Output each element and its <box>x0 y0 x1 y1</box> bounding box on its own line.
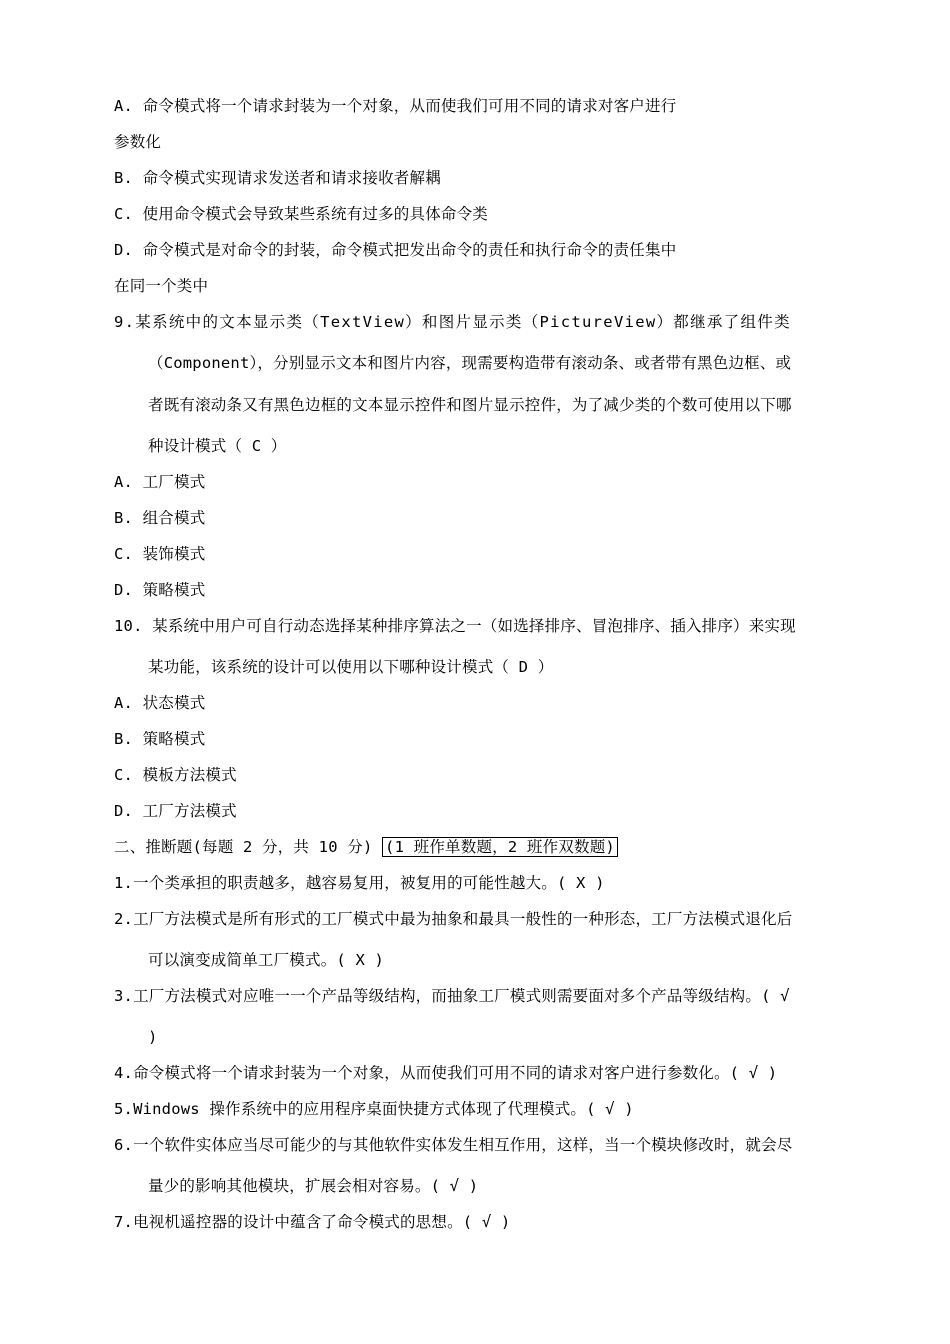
tf-question-2-line2: 可以演变成简单工厂模式。( X ) <box>148 951 385 969</box>
option-d-continuation: 在同一个类中 <box>114 277 209 295</box>
q9-option-a: A. 工厂模式 <box>114 473 206 491</box>
q10-option-b: B. 策略模式 <box>114 730 206 748</box>
question-10: 10. 某系统中用户可自行动态选择某种排序算法之一（如选择排序、冒泡排序、插入排序）来实现 <box>114 617 796 635</box>
option-a-line: A. 命令模式将一个请求封装为一个对象，从而使我们可用不同的请求对客户进行 <box>114 97 677 115</box>
option-a-continuation: 参数化 <box>114 133 162 151</box>
tf-question-7: 7.电视机遥控器的设计中蕴含了命令模式的思想。( √ ) <box>114 1213 511 1231</box>
q10-option-a: A. 状态模式 <box>114 694 206 712</box>
tf-question-6: 6.一个软件实体应当尽可能少的与其他软件实体发生相互作用，这样，当一个模块修改时，就会尽 <box>114 1136 793 1154</box>
option-c-line: C. 使用命令模式会导致某些系统有过多的具体命令类 <box>114 205 488 223</box>
tf-question-4: 4.命令模式将一个请求封装为一个对象，从而使我们可用不同的请求对客户进行参数化。( √ ) <box>114 1064 778 1082</box>
q9-option-b: B. 组合模式 <box>114 509 206 527</box>
option-b-line: B. 命令模式实现请求发送者和请求接收者解耦 <box>114 169 441 187</box>
tf-question-1: 1.一个类承担的职责越多，越容易复用，被复用的可能性越大。( X ) <box>114 874 605 892</box>
q10-option-d: D. 工厂方法模式 <box>114 802 237 820</box>
tf-question-3: 3.工厂方法模式对应唯一一个产品等级结构，而抽象工厂模式则需要面对多个产品等级结构。( √ <box>114 987 790 1005</box>
question-10-line2: 某功能，该系统的设计可以使用以下哪种设计模式（ D ） <box>148 658 554 676</box>
tf-question-3-line2: ) <box>148 1028 158 1046</box>
section-note-box: (1 班作单数题，2 班作双数题) <box>382 837 618 857</box>
tf-question-6-line2: 量少的影响其他模块，扩展会相对容易。( √ ) <box>148 1177 479 1195</box>
question-9-line4: 种设计模式（ C ） <box>148 437 287 455</box>
section-title: 二、推断题(每题 2 分，共 10 分) <box>114 838 373 856</box>
tf-question-5: 5.Windows 操作系统中的应用程序桌面快捷方式体现了代理模式。( √ ) <box>114 1100 634 1118</box>
question-9: 9.某系统中的文本显示类（TextView）和图片显示类（PictureView）都继承了组件类 <box>114 313 791 331</box>
question-9-line2: （Component），分别显示文本和图片内容，现需要构造带有滚动条、或者带有黑色边框、或 <box>148 354 792 372</box>
q9-option-c: C. 装饰模式 <box>114 545 206 563</box>
option-d-line: D. 命令模式是对命令的封装，命令模式把发出命令的责任和执行命令的责任集中 <box>114 241 677 259</box>
tf-question-2: 2.工厂方法模式是所有形式的工厂模式中最为抽象和最具一般性的一种形态，工厂方法模式退化后 <box>114 910 793 928</box>
q9-option-d: D. 策略模式 <box>114 581 206 599</box>
q10-option-c: C. 模板方法模式 <box>114 766 237 784</box>
section-heading <box>114 837 618 857</box>
question-9-line3: 者既有滚动条又有黑色边框的文本显示控件和图片显示控件，为了减少类的个数可使用以下哪 <box>148 396 792 414</box>
